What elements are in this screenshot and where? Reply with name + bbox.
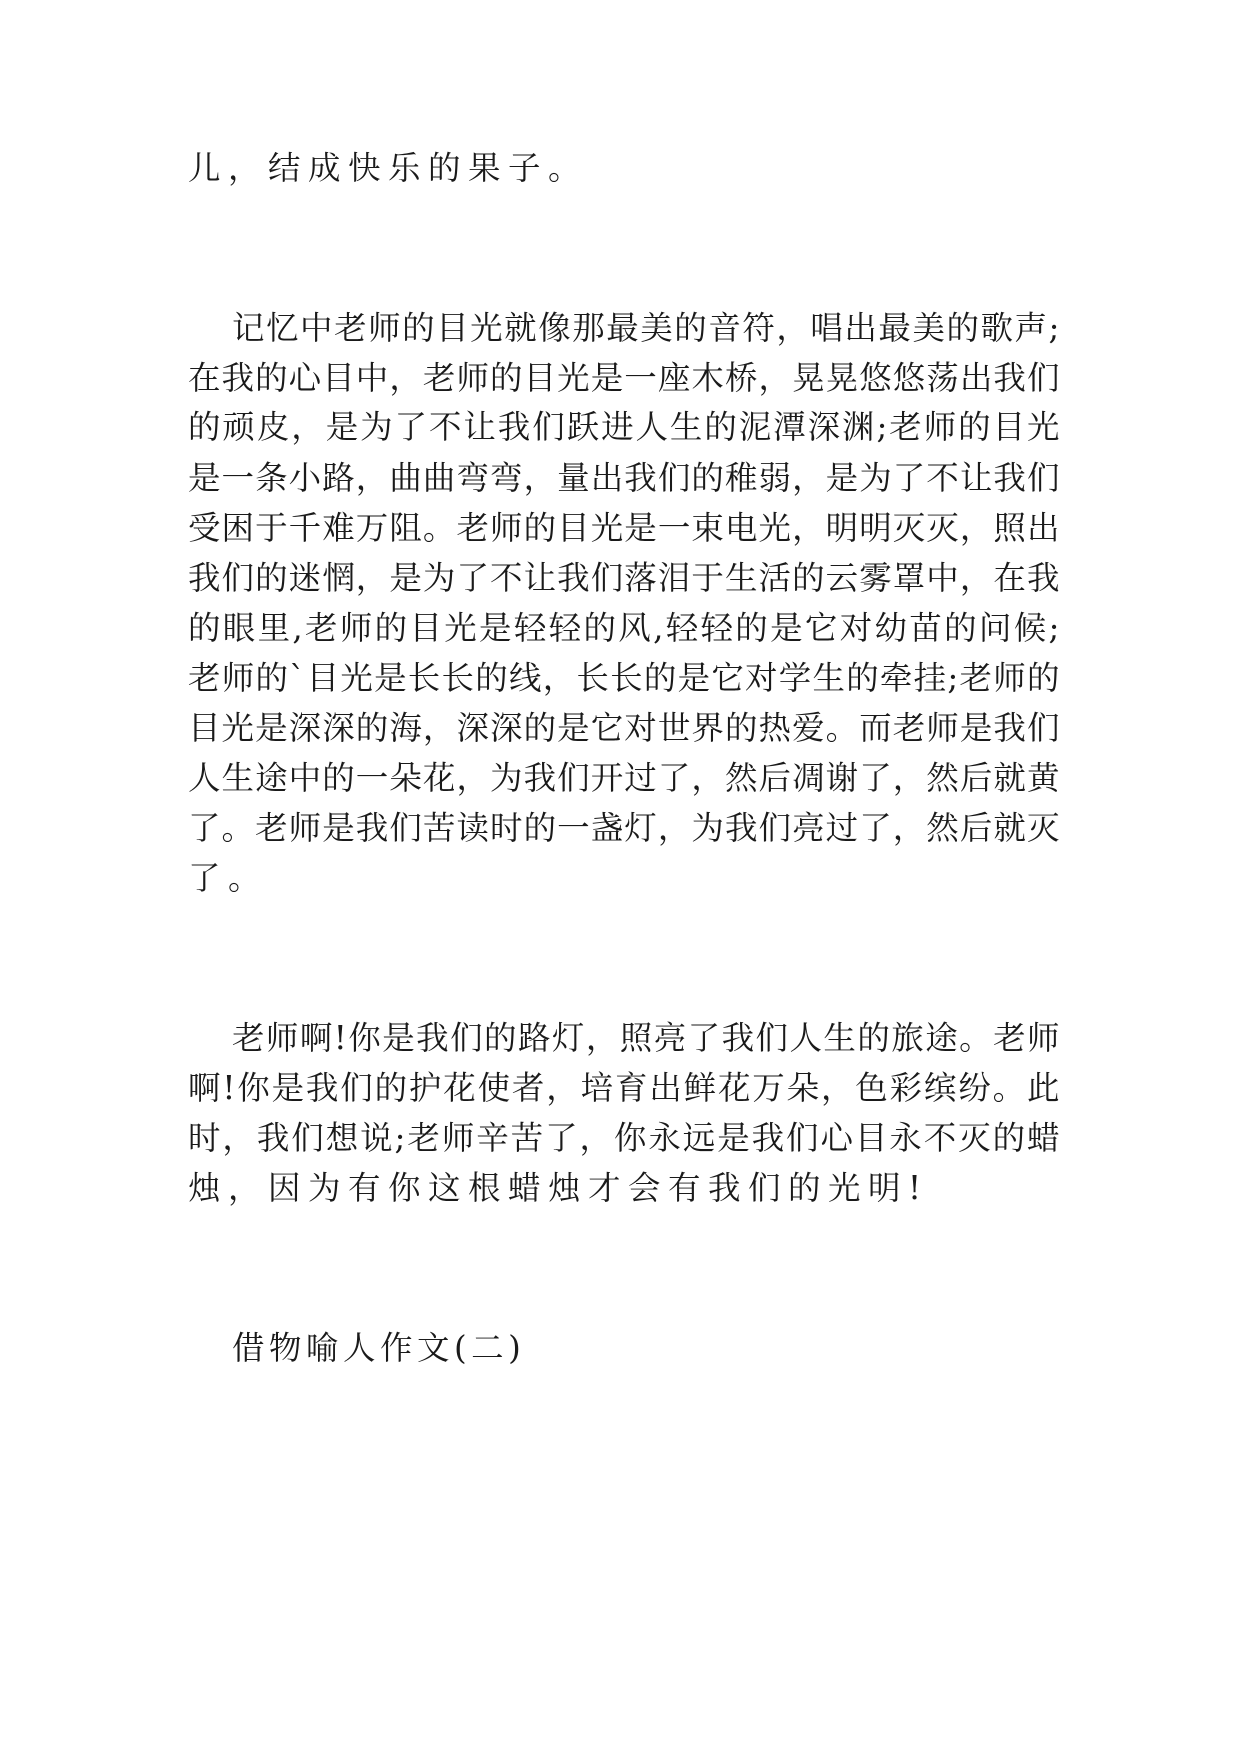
paragraph-line: 啊!你是我们的护花使者，培育出鲜花万朵，色彩缤纷。此 xyxy=(188,1069,1060,1107)
paragraph-line: 老师啊!你是我们的路灯，照亮了我们人生的旅途。老师 xyxy=(232,1019,1060,1057)
paragraph-line: 烛，因为有你这根蜡烛才会有我们的光明! xyxy=(188,1169,929,1207)
paragraph-line: 受困于千难万阻。老师的目光是一束电光，明明灭灭，照出 xyxy=(188,509,1060,547)
paragraph-line: 老师的`目光是长长的线，长长的是它对学生的牵挂;老师的 xyxy=(188,659,1060,697)
paragraph-line: 目光是深深的海，深深的是它对世界的热爱。而老师是我们 xyxy=(188,709,1060,747)
paragraph-line: 的顽皮，是为了不让我们跃进人生的泥潭深渊;老师的目光 xyxy=(188,408,1060,446)
paragraph-line: 是一条小路，曲曲弯弯，量出我们的稚弱，是为了不让我们 xyxy=(188,459,1060,497)
section-heading: 借物喻人作文(二) xyxy=(232,1329,526,1367)
paragraph-line: 我们的迷惘，是为了不让我们落泪于生活的云雾罩中，在我 xyxy=(188,559,1060,597)
paragraph-line: 在我的心目中，老师的目光是一座木桥，晃晃悠悠荡出我们 xyxy=(188,359,1060,397)
paragraph-line: 人生途中的一朵花，为我们开过了，然后凋谢了，然后就黄 xyxy=(188,759,1060,797)
paragraph-line: 时，我们想说;老师辛苦了，你永远是我们心目永不灭的蜡 xyxy=(188,1119,1060,1157)
paragraph-line: 记忆中老师的目光就像那最美的音符，唱出最美的歌声; xyxy=(232,309,1060,347)
paragraph-line: 儿，结成快乐的果子。 xyxy=(188,149,589,187)
paragraph-line: 了。老师是我们苦读时的一盏灯，为我们亮过了，然后就灭 xyxy=(188,809,1060,847)
paragraph-line: 了。 xyxy=(188,859,269,897)
paragraph-line: 的眼里,老师的目光是轻轻的风,轻轻的是它对幼苗的问候; xyxy=(188,609,1060,647)
